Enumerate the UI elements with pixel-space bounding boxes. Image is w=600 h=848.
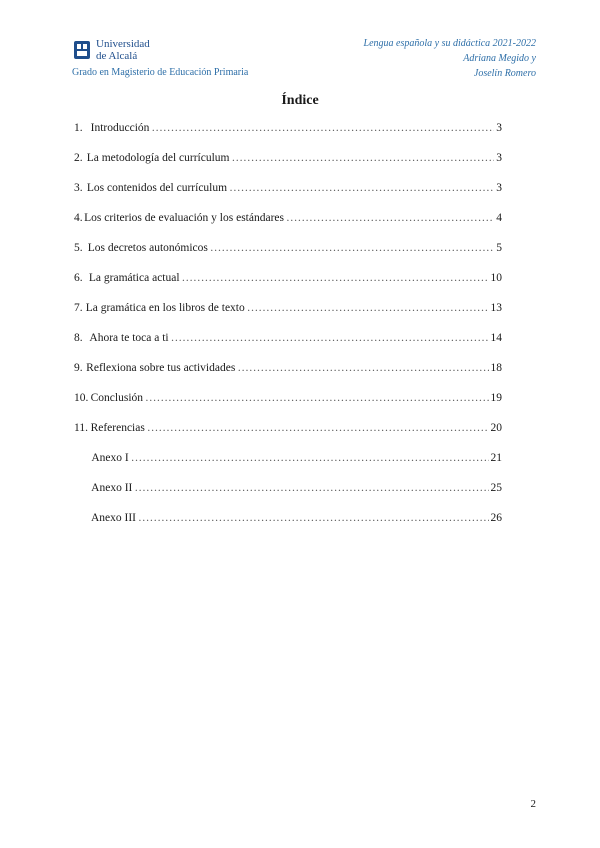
toc-entry[interactable] (74, 173, 502, 203)
author-line2: Joselín Romero (473, 68, 536, 79)
toc-entry-page: 21 (490, 452, 502, 464)
page-number: 2 (530, 798, 536, 810)
university-name (96, 38, 150, 62)
toc-entry[interactable] (74, 353, 502, 383)
university-logo (72, 38, 248, 62)
toc-entry-label: Anexo I (91, 452, 129, 464)
toc-entry-number: 10. (74, 392, 89, 404)
toc-leader-dots (145, 392, 488, 404)
toc-entry-page: 4 (496, 212, 502, 224)
toc-entry-page: 14 (490, 332, 502, 344)
toc-entry-page: 13 (490, 302, 502, 314)
university-line2: de Alcalá (96, 50, 138, 62)
course-name: Lengua española y su didáctica 2021-2022 (363, 38, 536, 49)
toc-entry-number: 5. (74, 242, 83, 254)
toc-entry-label: Conclusión (90, 392, 144, 404)
toc-entry-label: La metodología del currículum (86, 152, 230, 164)
toc-entry[interactable] (74, 233, 502, 263)
toc-leader-dots (210, 242, 494, 254)
university-line1: Universidad (96, 38, 150, 50)
toc-entry-number: 11. (74, 422, 88, 434)
toc-entry-page: 18 (490, 362, 502, 374)
toc-entry-number: 1. (74, 122, 83, 134)
table-of-contents (74, 113, 502, 533)
toc-entry-label: Anexo III (90, 512, 137, 524)
toc-entry-page: 10 (490, 272, 502, 284)
toc-entry-number: 7. (74, 302, 83, 314)
toc-leader-dots (151, 122, 494, 134)
toc-entry-page: 26 (490, 512, 502, 524)
toc-entry-label: Los contenidos del currículum (86, 182, 228, 194)
toc-entry[interactable] (74, 143, 502, 173)
toc-entry-label: Los decretos autonómicos (87, 242, 208, 254)
toc-entry-number: 4. (74, 212, 83, 224)
header-left (72, 38, 248, 78)
header-right (364, 36, 536, 81)
toc-entry-page: 19 (490, 392, 502, 404)
toc-entry-label: Referencias (90, 422, 145, 434)
toc-entry-page: 20 (490, 422, 502, 434)
toc-entry[interactable] (74, 263, 502, 293)
toc-entry-label: Anexo II (91, 482, 133, 494)
toc-entry-number: 8. (74, 332, 83, 344)
toc-entry[interactable] (74, 323, 502, 353)
toc-entry-label: La gramática en los libros de texto (85, 302, 245, 314)
toc-entry-page: 3 (496, 122, 502, 134)
toc-leader-dots (237, 362, 488, 374)
toc-leader-dots (247, 302, 489, 314)
toc-entry-label: Introducción (90, 122, 150, 134)
toc-entry-number: 2. (74, 152, 83, 164)
toc-entry-number: 9. (74, 362, 83, 374)
toc-entry[interactable] (74, 383, 502, 413)
toc-leader-dots (286, 212, 494, 224)
toc-leader-dots (182, 272, 489, 284)
university-crest-icon (72, 39, 92, 61)
toc-entry-number: 3. (74, 182, 83, 194)
toc-leader-dots (171, 332, 489, 344)
toc-entry-page: 3 (496, 182, 502, 194)
toc-entry[interactable] (74, 473, 502, 503)
toc-entry-label: Ahora te toca a ti (89, 332, 169, 344)
toc-entry[interactable] (74, 443, 502, 473)
toc-entry[interactable] (74, 203, 502, 233)
toc-entry-label: La gramática actual (88, 272, 180, 284)
toc-entry-page: 5 (496, 242, 502, 254)
toc-entry-page: 3 (496, 152, 502, 164)
toc-entry[interactable] (74, 113, 502, 143)
toc-leader-dots (231, 152, 494, 164)
toc-leader-dots (131, 452, 489, 464)
toc-entry-page: 25 (490, 482, 502, 494)
toc-leader-dots (147, 422, 489, 434)
toc-entry[interactable] (74, 503, 502, 533)
toc-entry[interactable] (74, 293, 502, 323)
toc-entry-number: 6. (74, 272, 83, 284)
degree-name: Grado en Magisterio de Educación Primaria (72, 67, 249, 78)
toc-entry-label: Reflexiona sobre tus actividades (86, 362, 236, 374)
toc-entry-label: Los criterios de evaluación y los estándares (84, 212, 284, 224)
page-title: Índice (281, 93, 319, 108)
toc-leader-dots (138, 512, 488, 524)
author-line1: Adriana Megido y (463, 53, 536, 64)
toc-leader-dots (134, 482, 488, 494)
toc-leader-dots (229, 182, 494, 194)
toc-entry[interactable] (74, 413, 502, 443)
